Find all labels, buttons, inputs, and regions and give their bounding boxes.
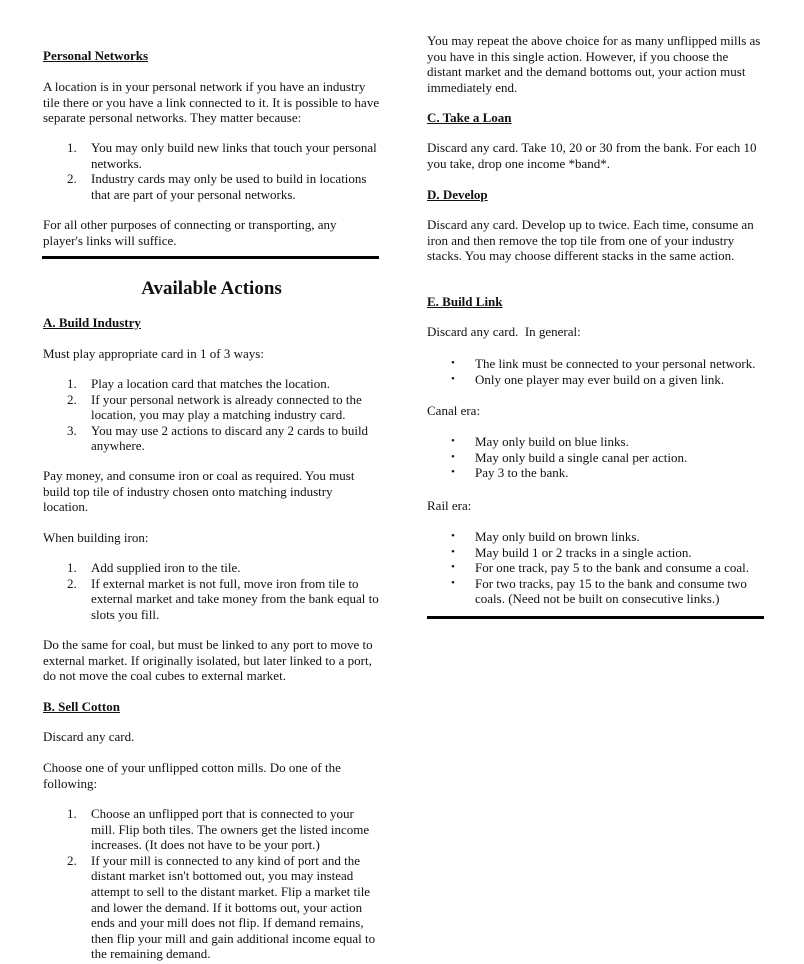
list-item (43, 376, 380, 392)
list-item-text: Only one player may ever build on a given link. (475, 371, 725, 387)
build-link-general-list (427, 356, 765, 387)
list-item-text: For one track, pay 5 to the bank and consume a coal. (475, 560, 749, 576)
section-divider (42, 256, 379, 259)
iron-intro: When building iron: (43, 530, 149, 545)
bullet-icon: • (451, 372, 455, 385)
canal-era-list (427, 434, 765, 481)
list-item-text: You may use 2 actions to discard any 2 cards to build anywhere. (91, 422, 369, 454)
list-item-text: May only build a single canal per action. (475, 449, 688, 465)
build-industry-list (43, 376, 380, 454)
section-divider (427, 616, 764, 619)
list-item (43, 392, 380, 423)
coal-paragraph: Do the same for coal, but must be linked to any port to move to external market. If originally isolated, but later linked to a port, do not move the coal cubes to external market. (43, 637, 373, 684)
list-item (43, 560, 380, 576)
sell-cotton-list (43, 806, 380, 962)
list-item (427, 450, 765, 466)
list-marker: 2. (67, 391, 77, 407)
take-loan-text: Discard any card. Take 10, 20 or 30 from the bank. For each 10 you take, drop one income *band*. (427, 140, 757, 171)
develop-heading: D. Develop (427, 187, 488, 202)
list-item (43, 806, 380, 853)
list-marker: 3. (67, 422, 77, 438)
bullet-icon: • (451, 450, 455, 463)
list-item-text: If external market is not full, move iron from tile to external market and take money from the bank equal to slots you fill. (91, 575, 379, 622)
list-item-text: Play a location card that matches the location. (91, 376, 330, 391)
list-item-text: May build 1 or 2 tracks in a single action. (475, 544, 692, 560)
list-item-text: Industry cards may only be used to build in locations that are part of your personal networks. (91, 171, 367, 202)
list-item-text: May only build on brown links. (475, 529, 640, 544)
bullet-icon: • (451, 466, 455, 479)
rail-era-list (427, 529, 765, 607)
sell-cotton-discard: Discard any card. (43, 729, 135, 744)
build-link-intro: Discard any card. In general: (427, 324, 581, 339)
build-industry-intro: Must play appropriate card in 1 of 3 ways: (43, 346, 264, 361)
list-item (427, 356, 765, 372)
take-loan-heading: C. Take a Loan (427, 110, 512, 125)
sell-cotton-intro: Choose one of your unflipped cotton mills. Do one of the following: (43, 760, 341, 791)
list-item-text: If your personal network is already connected to the location, you may play a matching industry card. (91, 391, 362, 423)
list-item (43, 423, 380, 454)
iron-list (43, 560, 380, 622)
list-item-text: The link must be connected to your personal network. (475, 356, 756, 371)
list-item (43, 140, 380, 171)
list-item-text: May only build on blue links. (475, 434, 629, 449)
list-item-text: Choose an unflipped port that is connected to your mill. Flip both tiles. The owners get the listed income increases. (It does not have to be your port.) (91, 806, 370, 853)
list-item (427, 545, 765, 561)
list-item (427, 560, 765, 576)
bullet-icon: • (451, 576, 455, 589)
list-item (427, 576, 765, 607)
personal-networks-list (43, 140, 380, 202)
bullet-icon: • (451, 357, 455, 369)
list-marker: 1. (67, 806, 77, 821)
list-item-text: For two tracks, pay 15 to the bank and consume two coals. (Need not be built on consecutive links.) (475, 575, 747, 607)
list-item (43, 576, 380, 623)
build-industry-heading: A. Build Industry (43, 315, 141, 330)
sell-cotton-heading: B. Sell Cotton (43, 699, 120, 714)
develop-text: Discard any card. Develop up to twice. Each time, consume an iron and then remove the top tile from one of your industry stacks. You may choose different stacks in the same action. (427, 217, 754, 264)
repeat-paragraph: You may repeat the above choice for as many unflipped mills as you have in this single action. However, if you choose the distant market and the demand bottoms out, your action must immediately end. (427, 33, 761, 95)
list-item (427, 434, 765, 450)
list-marker: 2. (67, 171, 77, 187)
bullet-icon: • (451, 561, 455, 574)
list-marker: 2. (67, 852, 77, 868)
personal-networks-intro: A location is in your personal network if you have an industry tile there or you have a link connected to it. It is possible to have separate personal networks. They matter because: (43, 79, 380, 126)
personal-networks-outro: For all other purposes of connecting or transporting, any player's links will suffice. (43, 217, 337, 248)
list-item (427, 465, 765, 481)
list-item-text: Pay 3 to the bank. (475, 465, 569, 481)
list-item-text: Add supplied iron to the tile. (91, 560, 241, 575)
rail-era-label: Rail era: (427, 498, 472, 513)
available-actions-title: Available Actions (141, 278, 282, 299)
build-link-heading: E. Build Link (427, 294, 503, 309)
list-item-text: If your mill is connected to any kind of port and the distant market isn't bottomed out, you may instead attempt to sell to the distant market. Flip a market tile and lower the demand. If it bottoms out, your action ends and your mill does not flip. If demand remains, then flip your mill and gain additional income equal to the remaining demand. (91, 852, 376, 962)
list-item (43, 171, 380, 202)
bullet-icon: • (451, 435, 455, 447)
bullet-icon: • (451, 530, 455, 542)
list-item (43, 853, 380, 962)
list-marker: 1. (67, 560, 77, 575)
personal-networks-heading: Personal Networks (43, 48, 149, 63)
build-industry-pay: Pay money, and consume iron or coal as required. You must build top tile of industry chosen onto matching industry location. (43, 468, 355, 515)
list-item (427, 372, 765, 388)
list-marker: 2. (67, 575, 77, 591)
list-marker: 1. (67, 140, 77, 155)
canal-era-label: Canal era: (427, 403, 481, 418)
bullet-icon: • (451, 545, 455, 558)
list-item (427, 529, 765, 545)
list-item-text: You may only build new links that touch your personal networks. (91, 140, 377, 171)
list-marker: 1. (67, 376, 77, 391)
